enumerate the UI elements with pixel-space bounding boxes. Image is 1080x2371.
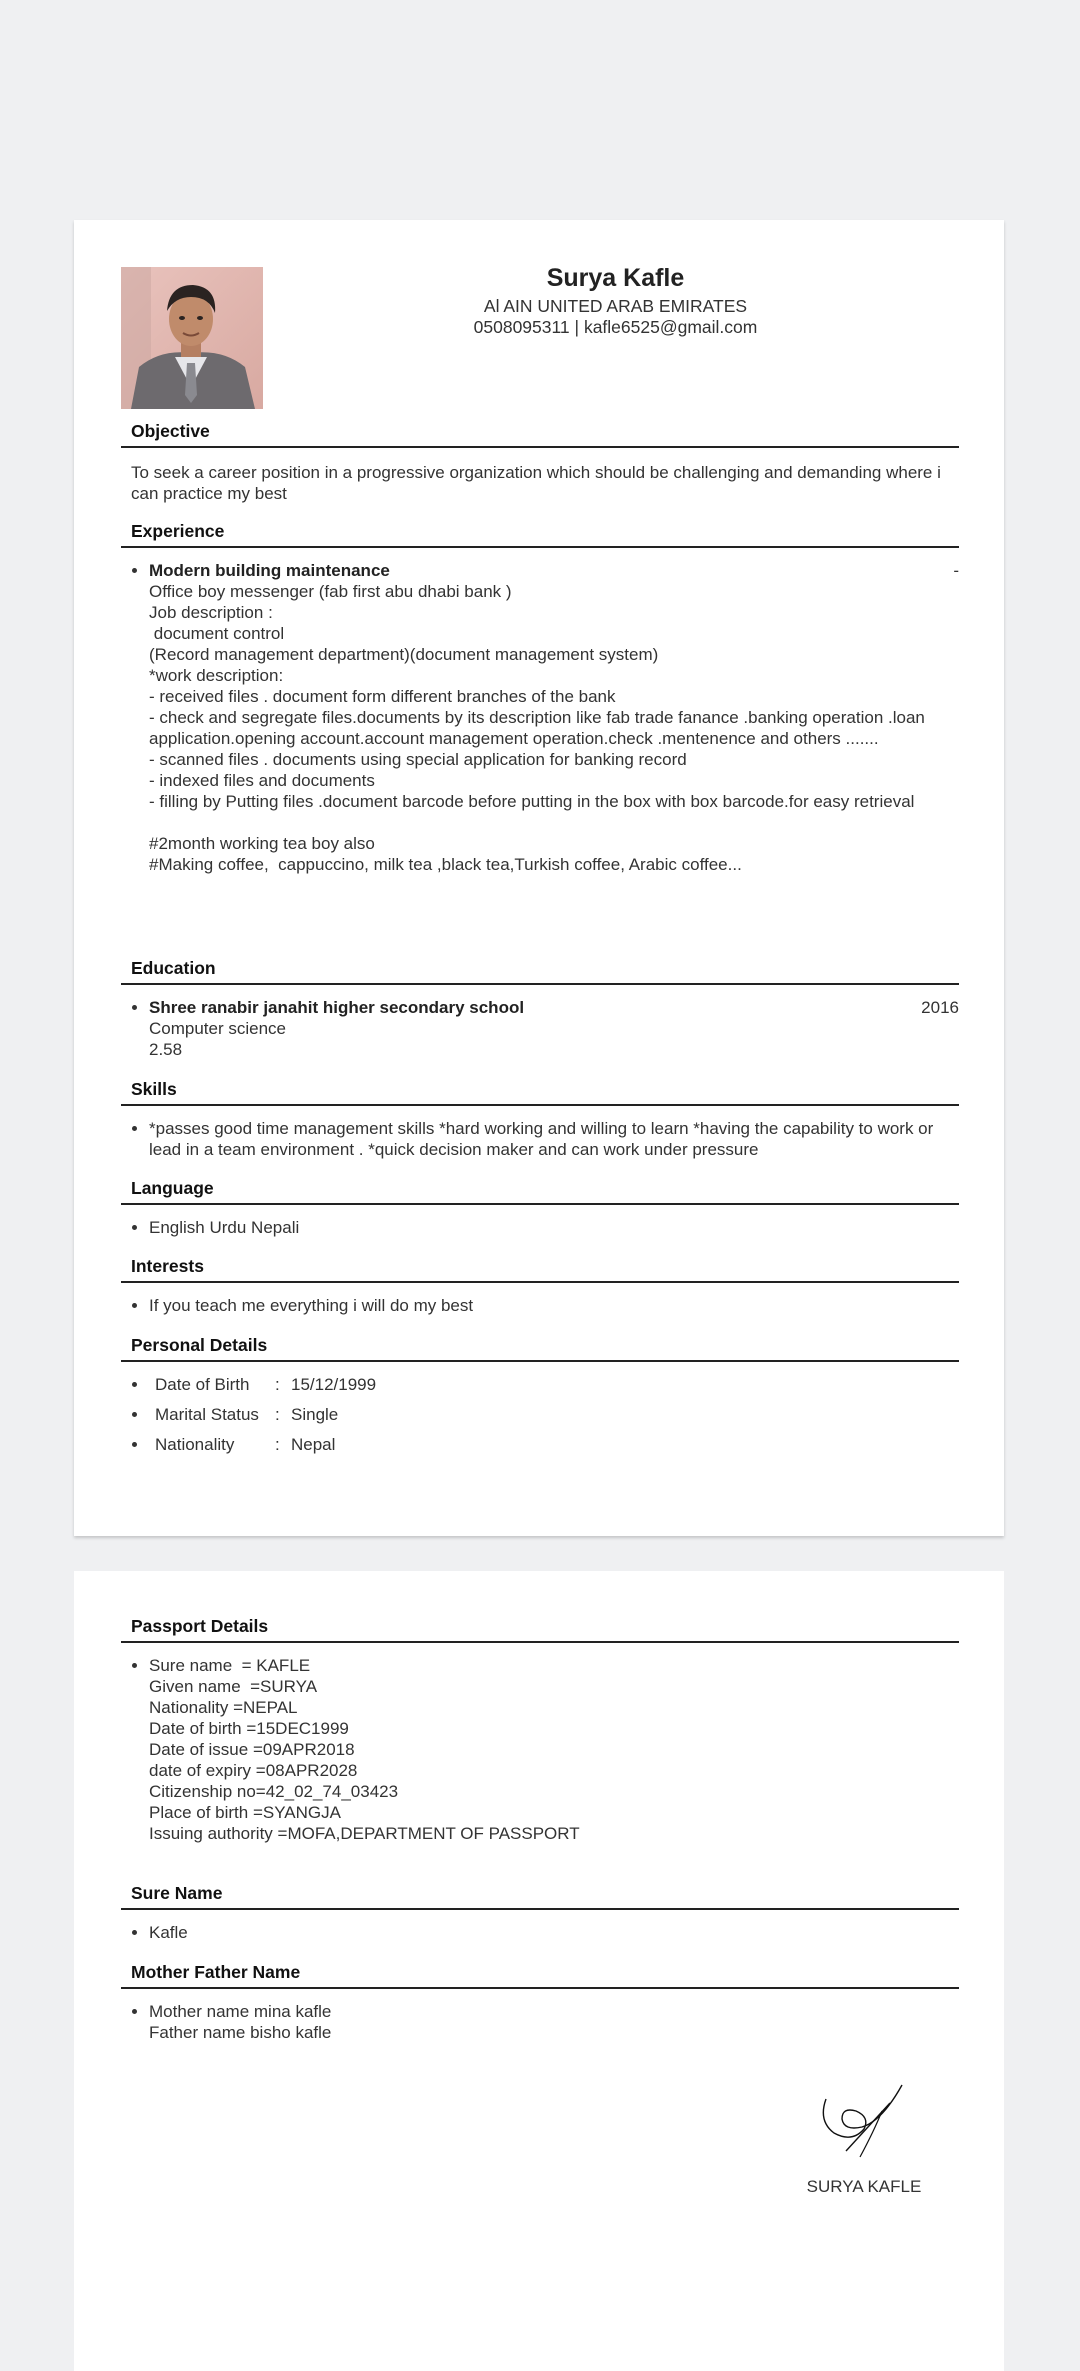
detail-value: Single bbox=[291, 1405, 339, 1424]
school-name: • Shree ranabir janahit higher secondary school bbox=[149, 998, 525, 1017]
experience-line: document control bbox=[149, 624, 285, 643]
passport-line: Issuing authority =MOFA,DEPARTMENT OF PASSPORT bbox=[149, 1824, 580, 1843]
personal-detail-row bbox=[149, 1434, 959, 1455]
passport-line: Place of birth =SYANGJA bbox=[149, 1803, 341, 1822]
employer-name: • Modern building maintenance bbox=[149, 561, 390, 580]
passport-list bbox=[121, 1655, 959, 1844]
interests-section bbox=[121, 1255, 959, 1316]
experience-line: - received files . document form different branches of the bank bbox=[149, 687, 616, 706]
experience-section bbox=[121, 520, 959, 875]
experience-line: (Record management department)(document management system) bbox=[149, 645, 659, 664]
experience-line: - scanned files . documents using special application for banking record bbox=[149, 750, 687, 769]
experience-line: #Making coffee, cappuccino, milk tea ,black tea,Turkish coffee, Arabic coffee... bbox=[149, 855, 742, 874]
parents-item bbox=[149, 2001, 959, 2043]
experience-line: - check and segregate files.documents by its description like fab trade fanance .banking operation .loan application.opening account.account management operation.check .mentenence and others ....... bbox=[149, 708, 930, 748]
section-title: Personal Details bbox=[121, 1334, 959, 1362]
detail-value: 15/12/1999 bbox=[291, 1375, 377, 1394]
section-title: Passport Details bbox=[121, 1615, 959, 1643]
experience-line bbox=[149, 812, 959, 833]
objective-text: To seek a career position in a progressive organization which should be challenging and demanding where i can practice my best bbox=[131, 463, 941, 503]
mother-name: • Mother name mina kafle bbox=[149, 2002, 332, 2021]
experience-line: Job description : bbox=[149, 603, 273, 622]
parents-section bbox=[121, 1961, 959, 2043]
detail-label: Date of Birth bbox=[155, 1375, 250, 1394]
personal-detail-row bbox=[149, 1404, 959, 1425]
interests-item: • If you teach me everything i will do my best bbox=[149, 1295, 959, 1316]
experience-line: - filling by Putting files .document barcode before putting in the box with box barcode.for easy retrieval bbox=[149, 792, 915, 811]
detail-separator: : bbox=[275, 1375, 280, 1394]
education-list bbox=[121, 997, 959, 1060]
experience-line: *work description: bbox=[149, 666, 284, 685]
person-photo-icon bbox=[121, 267, 263, 409]
section-title: Skills bbox=[121, 1078, 959, 1106]
passport-line: Date of birth =15DEC1999 bbox=[149, 1719, 349, 1738]
experience-item bbox=[149, 560, 959, 875]
education-grade: 2.58 bbox=[149, 1040, 183, 1059]
location: Al AIN UNITED ARAB EMIRATES bbox=[483, 296, 748, 316]
skills-list bbox=[121, 1118, 959, 1160]
interests-list bbox=[121, 1295, 959, 1316]
detail-label: Marital Status bbox=[155, 1405, 259, 1424]
language-section bbox=[121, 1177, 959, 1238]
parents-list bbox=[121, 2001, 959, 2043]
passport-line: Given name =SURYA bbox=[149, 1677, 318, 1696]
education-item bbox=[149, 997, 959, 1060]
passport-item bbox=[149, 1655, 959, 1844]
passport-section bbox=[121, 1615, 959, 1844]
skills-section bbox=[121, 1078, 959, 1160]
contact-info: 0508095311 | kafle6525@gmail.com bbox=[473, 317, 758, 337]
section-title: Language bbox=[121, 1177, 959, 1205]
surename-item: • Kafle bbox=[149, 1922, 959, 1943]
language-list bbox=[121, 1217, 959, 1238]
personal-details-section bbox=[121, 1334, 959, 1464]
education-year: 2016 bbox=[921, 998, 959, 1017]
language-item: • English Urdu Nepali bbox=[149, 1217, 959, 1238]
signature-icon bbox=[812, 2081, 932, 2161]
section-title: Interests bbox=[121, 1255, 959, 1283]
experience-line: Office boy messenger (fab first abu dhabi bank ) bbox=[149, 582, 512, 601]
father-name: Father name bisho kafle bbox=[149, 2023, 332, 2042]
detail-label: Nationality bbox=[155, 1435, 235, 1454]
surename-list bbox=[121, 1922, 959, 1943]
detail-separator: : bbox=[275, 1435, 280, 1454]
education-section bbox=[121, 957, 959, 1060]
experience-line: - indexed files and documents bbox=[149, 771, 375, 790]
resume-page-1 bbox=[74, 220, 1004, 1536]
passport-line: date of expiry =08APR2028 bbox=[149, 1761, 358, 1780]
passport-line: Nationality =NEPAL bbox=[149, 1698, 298, 1717]
experience-line: #2month working tea boy also bbox=[149, 834, 375, 853]
profile-photo bbox=[121, 267, 263, 409]
passport-line: Citizenship no=42_02_74_03423 bbox=[149, 1782, 399, 1801]
experience-date: - bbox=[953, 561, 959, 580]
experience-list bbox=[121, 560, 959, 875]
resume-header bbox=[274, 260, 957, 338]
skills-item: • *passes good time management skills *hard working and willing to learn *having the capability to work or lead in a team environment . *quick decision maker and can work under pressure bbox=[149, 1118, 959, 1160]
section-title: Experience bbox=[121, 520, 959, 548]
objective-section bbox=[121, 420, 959, 504]
section-title: Sure Name bbox=[121, 1882, 959, 1910]
surename-section bbox=[121, 1882, 959, 1943]
education-field: Computer science bbox=[149, 1019, 287, 1038]
section-title: Objective bbox=[121, 420, 959, 448]
detail-separator: : bbox=[275, 1405, 280, 1424]
candidate-name: Surya Kafle bbox=[546, 264, 685, 292]
passport-line: Date of issue =09APR2018 bbox=[149, 1740, 355, 1759]
section-title: Education bbox=[121, 957, 959, 985]
resume-page-2 bbox=[74, 1571, 1004, 2371]
personal-details-list bbox=[121, 1374, 959, 1455]
detail-value: Nepal bbox=[291, 1435, 336, 1454]
signature-name: SURYA KAFLE bbox=[806, 2177, 922, 2196]
section-title: Mother Father Name bbox=[121, 1961, 959, 1989]
personal-detail-row bbox=[149, 1374, 959, 1395]
passport-line: • Sure name = KAFLE bbox=[149, 1656, 311, 1675]
